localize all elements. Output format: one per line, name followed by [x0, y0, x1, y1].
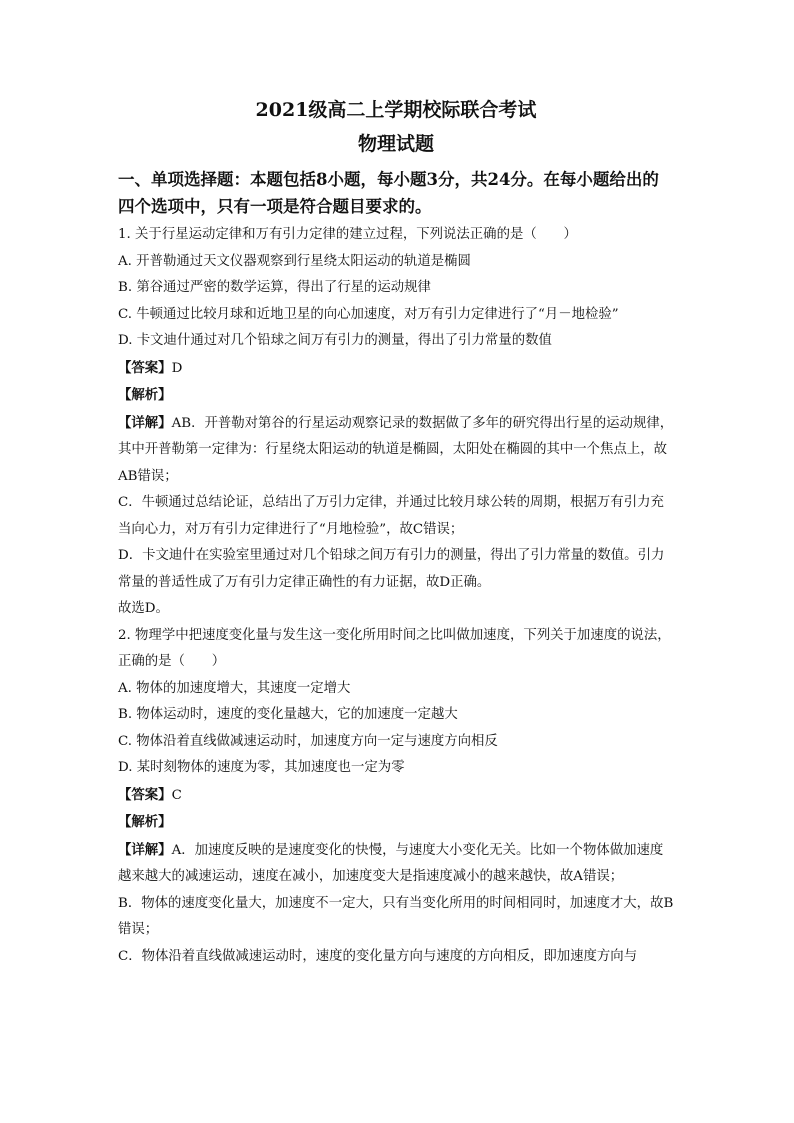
- option-d: D. 卡文迪什通过对几个铅球之间万有引力的测量，得出了引力常量的数值: [118, 333, 552, 348]
- analysis-tag: 【解析】: [118, 814, 172, 830]
- answer-value: C: [171, 787, 182, 803]
- section-heading: 一、单项选择题：本题包括8小题，每小题3分，共24分。在每小题给出的四个选项中，只有一项是符合题目要求的。: [118, 170, 659, 216]
- question-1: [118, 222, 674, 623]
- answer-line: [118, 782, 674, 810]
- detail-line: C．物体沿着直线做减速运动时，速度的变化量方向与速度的方向相反，即加速度方向与: [118, 948, 638, 964]
- detail-line: C．牛顿通过总结论证，总结出了万引力定律，并通过比较月球公转的周期，根据万有引力充当向心力，对万有引力定律进行了“月地检验”，故C错误；: [118, 495, 664, 537]
- exam-subtitle: 物理试题: [357, 133, 434, 155]
- option-c: C. 物体沿着直线做减速运动时，加速度方向一定与速度方向相反: [118, 733, 498, 749]
- option-b: B. 物体运动时，速度的变化量越大，它的加速度一定越大: [118, 707, 458, 722]
- question-stem: 2. 物理学中把速度变化量与发生这一变化所用时间之比叫做加速度，下列关于加速度的说法，正确的是（ ）: [118, 627, 671, 669]
- detail-line: 故选D。: [118, 601, 169, 616]
- answer-line: [118, 355, 674, 383]
- detail-line: D．卡文迪什在实验室里通过对几个铅球之间万有引力的测量，得出了引力常量的数值。引力常量的普适性成了万有引力定律正确性的有力证据，故D正确。: [118, 548, 665, 590]
- analysis-line: [118, 809, 674, 837]
- option-a: A. 物体的加速度增大，其速度一定增大: [118, 680, 351, 696]
- detail-tag: 【详解】: [118, 841, 172, 858]
- analysis-line: [118, 382, 674, 410]
- answer-tag: 【答案】: [118, 359, 172, 376]
- analysis-tag: 【解析】: [118, 387, 172, 403]
- question-2: [118, 623, 674, 971]
- detail-text: A．加速度反映的是速度变化的快慢，与速度大小变化无关。比如一个物体做加速度越来越大的减速运动，速度在减小，加速度变大是指速度减小的越来越快，故A错误；: [118, 842, 664, 884]
- answer-tag: 【答案】: [118, 786, 172, 803]
- detail-line: B．物体的速度变化量大，加速度不一定大，只有当变化所用的时间相同时，加速度才大，故B错误；: [118, 895, 674, 937]
- detail-tag: 【详解】: [118, 414, 172, 431]
- answer-value: D: [171, 360, 183, 376]
- option-b: B. 第谷通过严密的数学运算，得出了行星的运动规律: [118, 280, 431, 295]
- option-d: D. 某时刻物体的速度为零，其加速度也一定为零: [118, 760, 405, 775]
- detail-line: [118, 410, 674, 491]
- question-stem: 1. 关于行星运动定律和万有引力定律的建立过程，下列说法正确的是（ ）: [118, 227, 577, 242]
- option-c: C. 牛顿通过比较月球和近地卫星的向心加速度，对万有引力定律进行了“月－地检验”: [118, 306, 619, 322]
- detail-text: AB．开普勒对第谷的行星运动观察记录的数据做了多年的研究得出行星的运动规律，其中开普勒第一定律为：行星绕太阳运动的轨道是椭圆，太阳处在椭圆的其中一个焦点上，故AB错误；: [118, 415, 674, 484]
- document-content: [118, 96, 674, 970]
- detail-line: [118, 837, 674, 891]
- option-a: A. 开普勒通过天文仪器观察到行星绕太阳运动的轨道是椭圆: [118, 253, 471, 269]
- exam-title: 2021级高二上学期校际联合考试: [255, 99, 537, 121]
